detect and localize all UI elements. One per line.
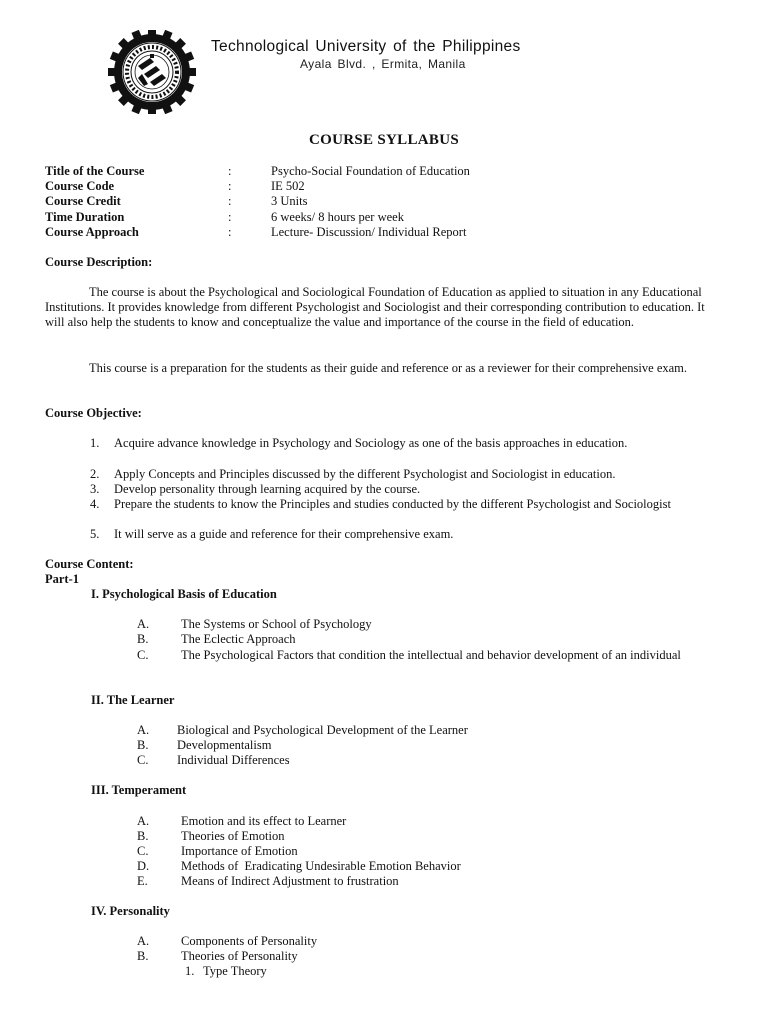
section-title: II. The Learner	[91, 693, 175, 707]
description-text: The course is about the Psychological and Sociological Foundation of Education as applied to situation in any Educational Institutions. It provides knowledge from different Psychologist and Sociologist and their corresponding contribution to education. It will also help the students to know and conceptualize the value and importance of the course in the field of education.	[45, 285, 705, 330]
section-title: I. Psychological Basis of Education	[91, 587, 277, 601]
university-name: Technological University of the Philippines	[211, 38, 521, 55]
info-separator: :	[228, 179, 232, 193]
info-label: Course Code	[45, 179, 115, 193]
objective-heading: Course Objective:	[45, 406, 142, 420]
syllabus-page: Technological University of the Philippines Ayala Blvd. , Ermita, Manila COURSE SYLLABUS Title of the Course : Psycho-Social Foundation of Education Course Code : IE 502 Course Credit : 3 Units Time Duration : 6 weeks/ 8 hours per week Course Approach : Lecture- Discussion/ Individual Report Course Description: The course is about the Psychological and Sociological Foundation of Education as applied to situation in any Educational Institutions. It provides knowledge from different Psychologist and Sociologist and their corresponding contribution to education. It will also help the students to know and conceptualize the value and importance of the course in the field of education. This course is a preparation for the students as their guide and reference or as a reviewer for their comprehensive exam. Course Objective: 1. Acquire advance knowledge in Psychology and Sociology as one of the basis approaches in education. 2. Apply Concepts and Principles discussed by the different Psychologist and Sociologist in education. 3. Develop personality through learning acquired by the course. 4. Prepare the students to know the Principles and studies conducted by the different Psychologist and Sociologist 5. It will serve as a guide and reference for their comprehensive exam. Course Content: Part-1 I. Psychological Basis of Education A. The Systems or School of Psychology B. The Eclectic Approach C. The Psychological Factors that condition the intellectual and behavior development of an individual II. The Learner A. Biological and Psychological Development of the Learner B. Developmentalism C. Individual Differences III. Temperament A. Emotion and its effect to Learner B. Theories of Emotion C. Importance of Emotion D. Methods of Eradicating Undesirable Emotion Behavior E. Means of Indirect Adjustment to frustration IV. Personality A. Components of Personality B. Theories of Personality 1. Type Theory	[0, 0, 768, 1024]
info-separator: :	[228, 225, 232, 239]
description-paragraph-1	[45, 285, 725, 331]
document-title: COURSE SYLLABUS	[309, 132, 459, 148]
content-heading: Course Content:	[45, 557, 134, 571]
content-part: Part-1	[45, 572, 80, 586]
description-text: This course is a preparation for the students as their guide and reference or as a reviewer for their comprehensive exam.	[89, 361, 688, 375]
info-label: Course Approach	[45, 225, 139, 239]
info-value: IE 502	[271, 179, 305, 193]
description-heading: Course Description:	[45, 255, 153, 269]
info-label: Course Credit	[45, 194, 121, 208]
section-title: III. Temperament	[91, 783, 187, 797]
university-seal-logo	[104, 30, 200, 114]
info-value: Psycho-Social Foundation of Education	[271, 164, 470, 178]
info-value: 6 weeks/ 8 hours per week	[271, 210, 404, 224]
info-separator: :	[228, 164, 232, 178]
info-separator: :	[228, 210, 232, 224]
info-separator: :	[228, 194, 232, 208]
info-value: 3 Units	[271, 194, 308, 208]
info-label: Title of the Course	[45, 164, 145, 178]
section-title: IV. Personality	[91, 904, 170, 918]
info-value: Lecture- Discussion/ Individual Report	[271, 225, 467, 239]
info-label: Time Duration	[45, 210, 125, 224]
description-paragraph-2	[45, 361, 725, 376]
university-address: Ayala Blvd. , Ermita, Manila	[300, 57, 466, 71]
